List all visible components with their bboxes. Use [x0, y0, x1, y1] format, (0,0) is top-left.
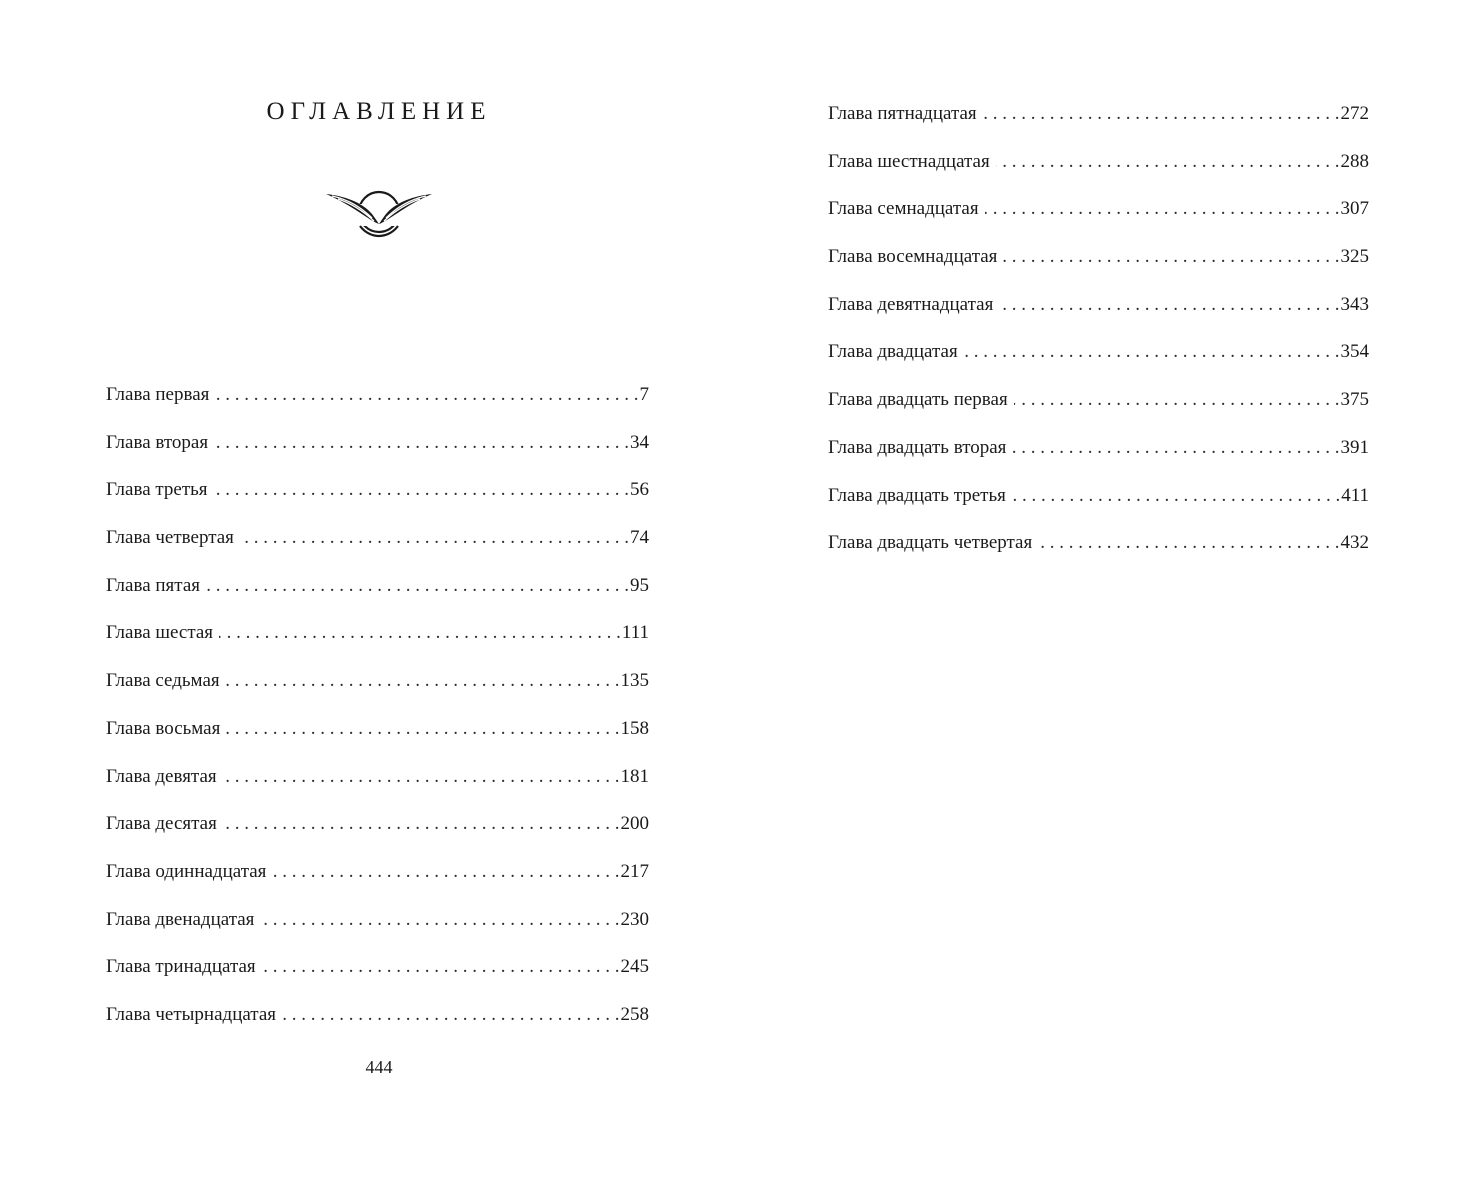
page-number: 135	[620, 670, 649, 692]
folio-page-number: 444	[365, 1057, 393, 1077]
table-of-contents-left	[106, 380, 649, 1048]
page-number: 245	[620, 956, 649, 978]
page-number: 158	[620, 717, 649, 739]
page-number: 217	[620, 860, 649, 882]
dot-leader	[226, 714, 619, 744]
dot-leader	[1003, 242, 1339, 272]
page-number: 200	[620, 813, 649, 835]
page-number: 95	[630, 574, 649, 596]
dot-leader	[1038, 528, 1339, 558]
dot-leader	[262, 952, 620, 982]
dot-leader	[1012, 433, 1339, 463]
page-number: 391	[1340, 436, 1369, 458]
toc-entry[interactable]	[828, 99, 1369, 147]
chapter-title: Глава двадцать вторая	[828, 436, 1007, 458]
dot-leader	[226, 666, 620, 696]
toc-entry[interactable]	[106, 618, 649, 666]
page-number: 34	[630, 431, 649, 453]
page-number: 325	[1340, 246, 1369, 268]
page-number: 354	[1340, 341, 1369, 363]
toc-entry[interactable]	[828, 385, 1369, 433]
dot-leader	[282, 1000, 619, 1030]
page-number: 272	[1340, 103, 1369, 124]
dot-leader	[206, 571, 629, 601]
dot-leader	[1014, 385, 1340, 415]
chapter-title: Глава шестая	[106, 622, 214, 644]
right-page	[738, 0, 1477, 1182]
chapter-title: Глава двадцатая	[828, 341, 958, 363]
toc-entry[interactable]	[106, 523, 649, 571]
chapter-title: Глава восьмая	[106, 717, 221, 739]
winged-circle-icon	[324, 184, 434, 240]
toc-entry[interactable]	[106, 380, 649, 428]
toc-entry[interactable]	[106, 809, 649, 857]
dot-leader	[1012, 481, 1340, 511]
toc-entry[interactable]	[106, 714, 649, 762]
chapter-title: Глава тринадцатая	[106, 956, 256, 978]
chapter-title: Глава четырнадцатая	[106, 1003, 277, 1025]
toc-entry[interactable]	[106, 857, 649, 905]
chapter-title: Глава третья	[106, 479, 208, 501]
dot-leader	[215, 380, 638, 410]
toc-entry[interactable]	[106, 475, 649, 523]
page-number: 230	[620, 908, 649, 930]
toc-entry[interactable]	[106, 905, 649, 953]
page-number: 111	[621, 622, 649, 644]
toc-entry[interactable]	[106, 1000, 649, 1048]
chapter-title: Глава десятая	[106, 813, 217, 835]
chapter-title: Глава двадцать четвертая	[828, 532, 1033, 554]
dot-leader	[999, 290, 1339, 320]
page-number: 74	[630, 527, 649, 549]
dot-leader	[223, 762, 620, 792]
toc-entry[interactable]	[828, 194, 1369, 242]
page-title: ОГЛАВЛЕНИЕ	[266, 98, 492, 125]
toc-entry[interactable]	[828, 147, 1369, 195]
dot-leader	[272, 857, 619, 887]
dot-leader	[260, 905, 619, 935]
page-number: 432	[1340, 532, 1369, 554]
page-number: 343	[1340, 293, 1369, 315]
chapter-title: Глава двенадцатая	[106, 908, 255, 930]
dot-leader	[219, 618, 621, 648]
page-number: 288	[1340, 150, 1369, 172]
dot-leader	[996, 147, 1340, 177]
toc-entry[interactable]	[828, 337, 1369, 385]
page-number: 258	[620, 1003, 649, 1025]
chapter-title: Глава семнадцатая	[828, 198, 979, 220]
toc-entry[interactable]	[106, 762, 649, 810]
toc-entry[interactable]	[106, 428, 649, 476]
page-number: 307	[1340, 198, 1369, 220]
left-page	[0, 0, 738, 1182]
dot-leader	[223, 809, 620, 839]
page-number: 7	[639, 384, 649, 405]
chapter-title: Глава вторая	[106, 431, 209, 453]
toc-entry[interactable]	[828, 290, 1369, 338]
chapter-title: Глава пятая	[106, 574, 200, 596]
toc-entry[interactable]	[106, 666, 649, 714]
page-number: 56	[630, 479, 649, 501]
toc-entry[interactable]	[106, 952, 649, 1000]
dot-leader	[214, 475, 629, 505]
toc-entry[interactable]	[106, 571, 649, 619]
toc-entry[interactable]	[828, 433, 1369, 481]
chapter-title: Глава двадцать первая	[828, 389, 1008, 411]
chapter-title: Глава четвертая	[106, 527, 234, 549]
dot-leader	[214, 428, 629, 458]
dot-leader	[985, 194, 1340, 224]
page-number: 411	[1341, 484, 1369, 506]
dot-leader	[964, 337, 1340, 367]
chapter-title: Глава восемнадцатая	[828, 246, 998, 268]
chapter-title: Глава шестнадцатая	[828, 150, 990, 172]
chapter-title: Глава первая	[106, 384, 210, 405]
dot-leader	[983, 99, 1340, 129]
page-number: 375	[1340, 389, 1369, 411]
chapter-title: Глава девятая	[106, 765, 217, 787]
page-number: 181	[620, 765, 649, 787]
dot-leader	[240, 523, 629, 553]
chapter-title: Глава двадцать третья	[828, 484, 1006, 506]
toc-entry[interactable]	[828, 242, 1369, 290]
chapter-title: Глава девятнадцатая	[828, 293, 994, 315]
toc-entry[interactable]	[828, 528, 1369, 576]
chapter-title: Глава пятнадцатая	[828, 103, 977, 124]
table-of-contents-right	[828, 99, 1369, 576]
chapter-title: Глава одиннадцатая	[106, 860, 267, 882]
toc-entry[interactable]	[828, 481, 1369, 529]
chapter-title: Глава седьмая	[106, 670, 220, 692]
